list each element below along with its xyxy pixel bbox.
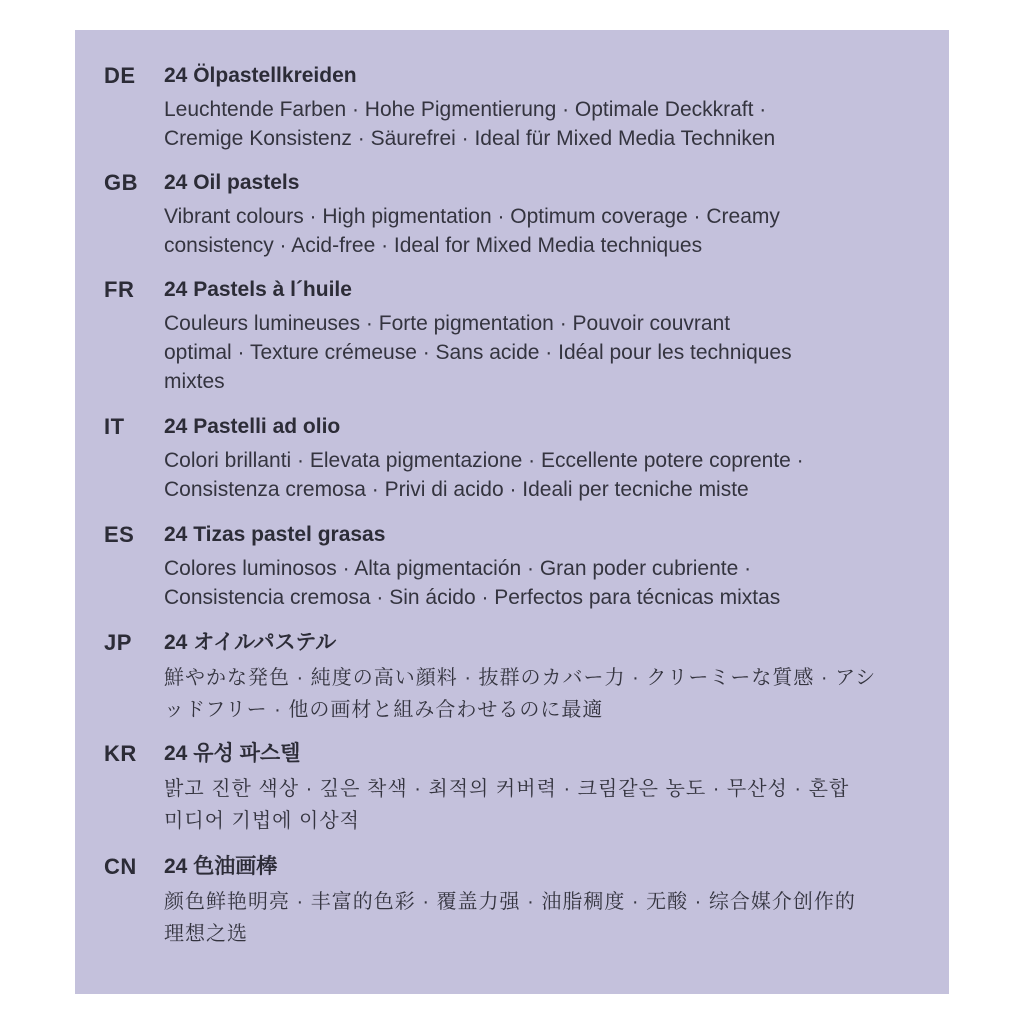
description-line: Cremige Konsistenz · Säurefrei · Ideal für Mixed Media Techniken: [164, 127, 776, 150]
product-title: 24 Pastelli ad olio: [164, 415, 341, 438]
description-line: Couleurs lumineuses · Forte pigmentation · Pouvoir couvrant: [164, 312, 731, 335]
language-code: IT: [104, 414, 125, 439]
description-line: 미디어 기법에 이상적: [164, 810, 360, 832]
description-line: optimal · Texture crémeuse · Sans acide · Idéal pour les techniques: [164, 341, 792, 364]
language-code: JP: [104, 630, 132, 655]
language-code: ES: [104, 522, 135, 547]
product-title: 24 オイルパステル: [164, 631, 337, 654]
product-title: 24 Ölpastellkreiden: [164, 64, 357, 87]
product-description: [164, 309, 939, 396]
product-description: [164, 886, 939, 950]
description-line: 鮮やかな発色 · 純度の高い顔料 · 抜群のカバー力 · クリーミーな質感 · アシ: [164, 667, 877, 689]
description-line: Vibrant colours · High pigmentation · Optimum coverage · Creamy: [164, 205, 780, 228]
description-line: ッドフリー · 他の画材と組み合わせるのに最適: [164, 699, 604, 721]
language-code: GB: [104, 170, 138, 195]
description-line: mixtes: [164, 370, 225, 393]
description-line: 理想之选: [164, 923, 248, 945]
product-title: 24 Oil pastels: [164, 171, 300, 194]
product-description: [164, 202, 939, 260]
description-line: 밝고 진한 색상 · 깊은 착색 · 최적의 커버력 · 크림같은 농도 · 무산성 · 혼합: [164, 778, 850, 800]
description-line: 颜色鲜艳明亮 · 丰富的色彩 · 覆盖力强 · 油脂稠度 · 无酸 · 综合媒介创作的: [164, 891, 856, 913]
product-description: [164, 554, 939, 612]
description-line: Colores luminosos · Alta pigmentación · Gran poder cubriente ·: [164, 557, 752, 580]
product-title: 24 色油画棒: [164, 855, 278, 878]
language-code: KR: [104, 741, 137, 766]
description-line: Consistenza cremosa · Privi di acido · Ideali per tecniche miste: [164, 478, 749, 501]
product-description: [164, 773, 939, 837]
description-line: Colori brillanti · Elevata pigmentazione · Eccellente potere coprente ·: [164, 449, 804, 472]
product-description: [164, 95, 939, 153]
language-code: DE: [104, 63, 136, 88]
product-title: 24 Tizas pastel grasas: [164, 523, 386, 546]
language-code: FR: [104, 277, 135, 302]
description-line: Consistencia cremosa · Sin ácido · Perfectos para técnicas mixtas: [164, 586, 781, 609]
product-title: 24 유성 파스텔: [164, 742, 301, 765]
label-panel: [75, 30, 949, 994]
product-description: [164, 662, 939, 726]
product-description: [164, 446, 939, 504]
language-code: CN: [104, 854, 137, 879]
description-line: Leuchtende Farben · Hohe Pigmentierung · Optimale Deckkraft ·: [164, 98, 767, 121]
product-title: 24 Pastels à l´huile: [164, 278, 352, 301]
description-line: consistency · Acid-free · Ideal for Mixed Media techniques: [164, 234, 703, 257]
